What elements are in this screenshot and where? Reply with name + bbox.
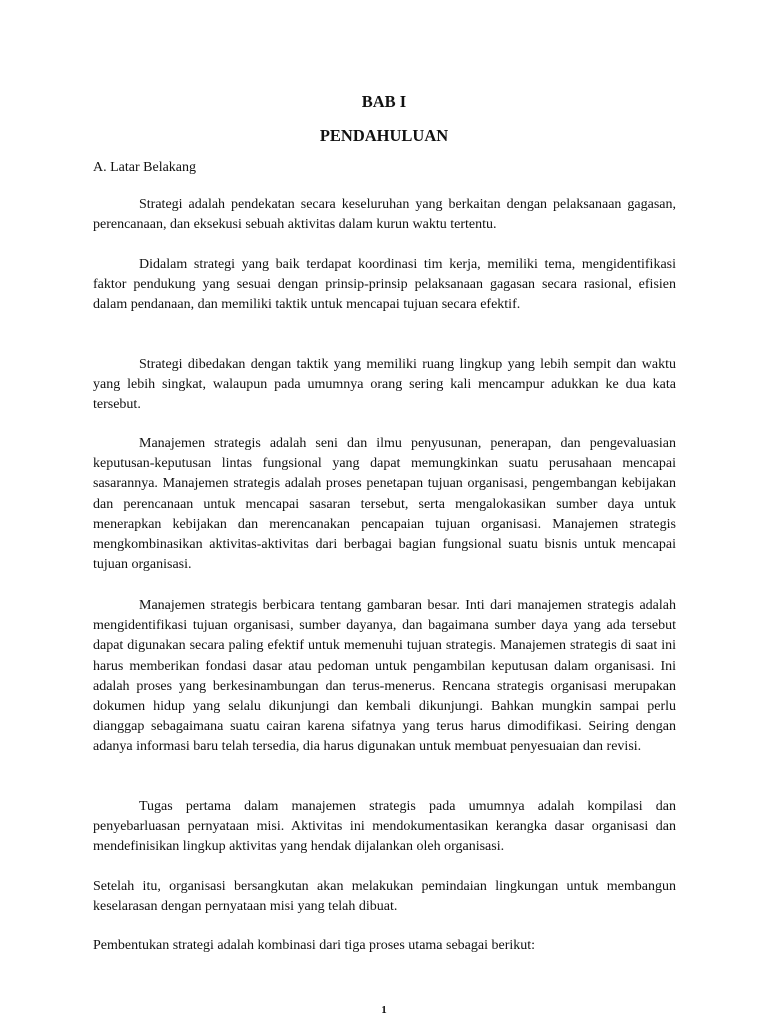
paragraph-4: Manajemen strategis adalah seni dan ilmu penyusunan, penerapan, dan pengevaluasian keputusan-keputusan lintas fungsional yang dapat memungkinkan suatu perusahaan mencapai sasarannya. Manajemen strategis adalah proses penetapan tujuan organisasi, pengembangan kebijakan dan perencanaan untuk mencapai sasaran tersebut, serta mengalokasikan sumber daya untuk menerapkan kebijakan dan merencanakan pencapaian tujuan organisasi. Manajemen strategis mengkombinasikan aktivitas-aktivitas dari berbagai bagian fungsional suatu bisnis untuk mencapai tujuan organisasi.: [93, 436, 676, 573]
paragraph-2: Didalam strategi yang baik terdapat koordinasi tim kerja, memiliki tema, mengidentifikasi faktor pendukung yang sesuai dengan prinsip-prinsip pelaksanaan gagasan secara rasional, efisien dalam pendanaan, dan memiliki taktik untuk mencapai tujuan secara efektif.: [93, 257, 676, 313]
paragraph-7: Setelah itu, organisasi bersangkutan akan melakukan pemindaian lingkungan untuk membangun keselarasan dengan pernyataan misi yang telah dibuat.: [93, 879, 676, 915]
paragraph-5: Manajemen strategis berbicara tentang gambaran besar. Inti dari manajemen strategis adalah mengidentifikasi tujuan organisasi, sumber dayanya, dan bagaimana sumber daya yang ada tersebut dapat digunakan secara paling efektif untuk memenuhi tujuan strategis. Manajemen strategis di saat ini harus memberikan fondasi dasar atau pedoman untuk pengambilan keputusan dalam organisasi. Ini adalah proses yang berkesinambungan dan terus-menerus. Rencana strategis organisasi merupakan dokumen hidup yang selalu dikunjungi dan kembali dikunjungi. Bahkan mungkin sampai perlu dianggap sebagaimana suatu cairan karena sifatnya yang terus harus dimodifikasi. Seiring dengan adanya informasi baru telah tersedia, dia harus digunakan untuk membuat penyesuaian dan revisi.: [93, 598, 676, 755]
paragraph-3: Strategi dibedakan dengan taktik yang memiliki ruang lingkup yang lebih sempit dan waktu yang lebih singkat, walaupun pada umumnya orang sering kali mencampur adukkan ke dua kata tersebut.: [93, 357, 676, 413]
section-heading: A. Latar Belakang: [93, 160, 197, 175]
paragraph-1: Strategi adalah pendekatan secara keseluruhan yang berkaitan dengan pelaksanaan gagasan, perencanaan, dan eksekusi sebuah aktivitas dalam kurun waktu tertentu.: [93, 197, 676, 233]
page-number: 1: [381, 1004, 387, 1016]
chapter-title: PENDAHULUAN: [319, 126, 449, 145]
paragraph-8: Pembentukan strategi adalah kombinasi dari tiga proses utama sebagai berikut:: [93, 938, 536, 953]
paragraph-6: Tugas pertama dalam manajemen strategis pada umumnya adalah kompilasi dan penyebarluasan pernyataan misi. Aktivitas ini mendokumentasikan kerangka dasar organisasi dan mendefinisikan lingkup aktivitas yang hendak dijalankan oleh organisasi.: [93, 799, 676, 855]
chapter-number: BAB I: [361, 92, 407, 111]
